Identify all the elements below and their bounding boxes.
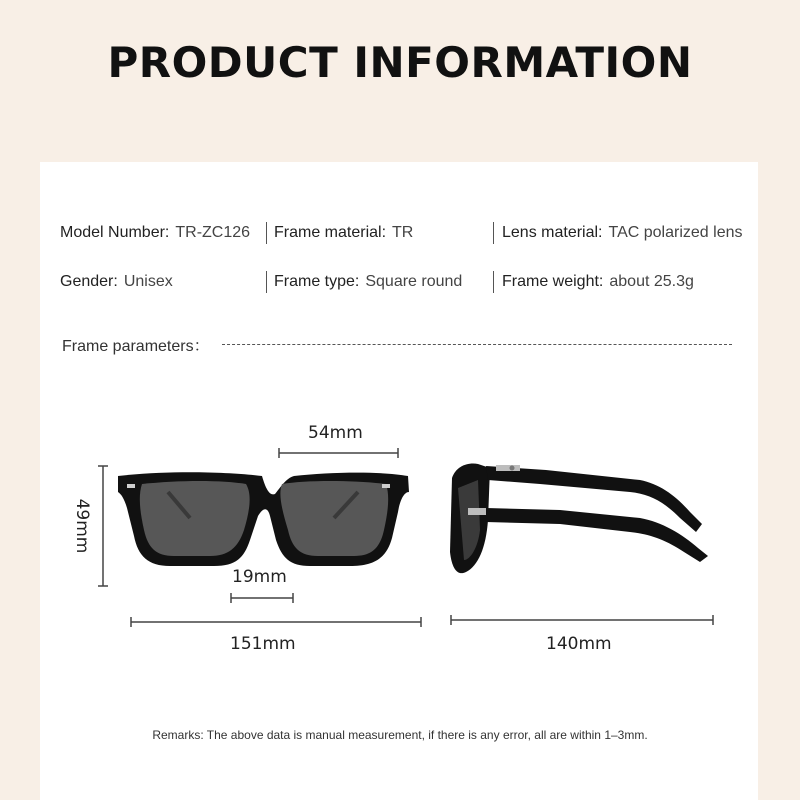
bridge-width-label: 19mm: [232, 567, 287, 587]
spec-label: Frame weight:: [502, 273, 604, 290]
lens-width-label: 54mm: [308, 423, 363, 443]
frame-width-label: 151mm: [230, 634, 296, 654]
spec-value: about 25.3g: [609, 273, 694, 290]
spec-value: TR: [392, 224, 414, 241]
temple-length-label: 140mm: [546, 634, 612, 654]
spec-label: Gender:: [60, 273, 118, 290]
side-view-glasses: [450, 464, 708, 574]
spec-value: TR-ZC126: [175, 224, 251, 241]
frame-parameters-label: Frame parameters：: [62, 338, 210, 355]
spec-value: Unisex: [123, 273, 173, 290]
spec-label: Model Number:: [60, 224, 170, 241]
remarks-text: Remarks: The above data is manual measurement, if there is any error, all are within 1–3mm.: [152, 728, 648, 742]
page-title: PRODUCT INFORMATION: [107, 38, 693, 87]
spec-value: Square round: [365, 273, 463, 290]
spec-label: Frame type:: [274, 273, 360, 290]
spec-label: Frame material:: [274, 224, 387, 241]
front-view-glasses: [118, 472, 409, 566]
spec-value: TAC polarized lens: [608, 224, 743, 241]
spec-label: Lens material:: [502, 224, 603, 241]
lens-height-label: 49mm: [72, 498, 92, 554]
